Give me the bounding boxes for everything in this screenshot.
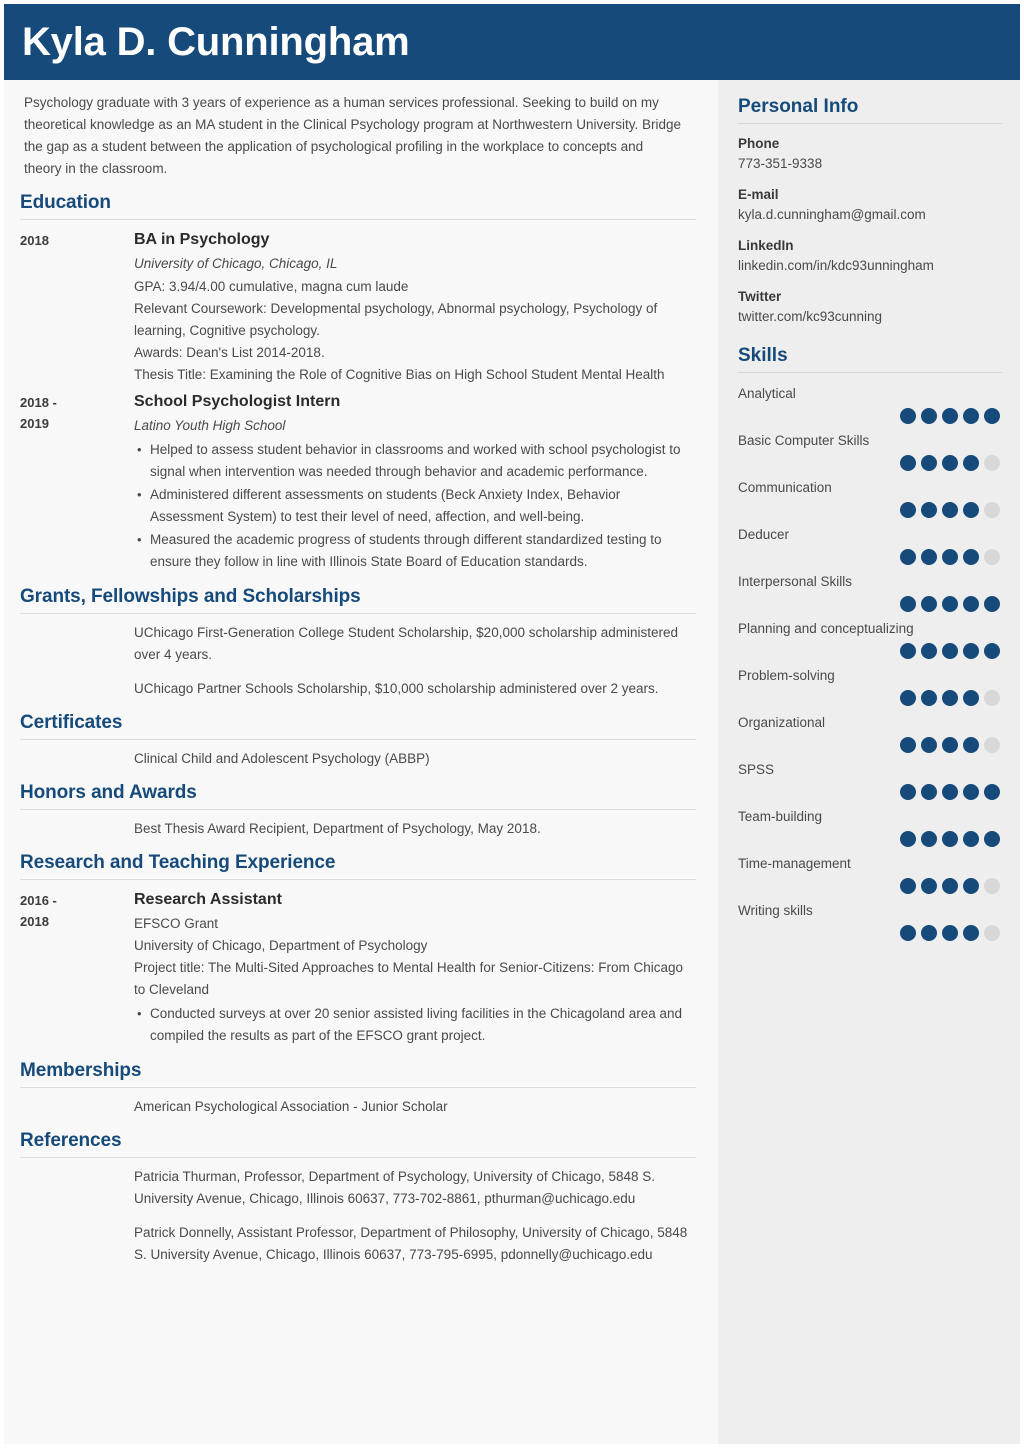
rating-dot-filled (921, 549, 937, 565)
entry-organization: Latino Youth High School (134, 418, 286, 433)
rating-dot-empty (984, 737, 1000, 753)
rating-dot-filled (963, 831, 979, 847)
candidate-name: Kyla D. Cunningham (22, 20, 410, 64)
entry-bullet: • Administered different assessments on students (Beck Anxiety Index, Behavior Assessment System) to test their level of need, affection, and well-being. (134, 484, 696, 528)
list-item: Patricia Thurman, Professor, Department of Psychology, University of Chicago, 5848 S. University Avenue, Chicago, Illinois 60637, 773-702-8861, pthurman@uchicago.edu (134, 1169, 655, 1206)
entry-bullet: • Helped to assess student behavior in classrooms and worked with school psychologist to signal when intervention was needed through behavior and academic performance. (134, 439, 696, 483)
section-divider (20, 1087, 696, 1088)
contact-value[interactable]: linkedin.com/in/kdc93unningham (738, 258, 934, 273)
list-item: Patrick Donnelly, Assistant Professor, Department of Philosophy, University of Chicago, 5848 S. University Avenue, Chicago, Illinois 60637, 773-795-6995, pdonnelly@uchicago.edu (134, 1225, 688, 1262)
entry-detail (134, 228, 696, 386)
skill-item (738, 665, 1002, 706)
list-item: Clinical Child and Adolescent Psychology (ABBP) (134, 751, 430, 766)
rating-dot-filled (900, 690, 916, 706)
entry-organization: University of Chicago, Chicago, IL (134, 256, 338, 271)
rating-dot-filled (900, 643, 916, 659)
rating-dot-filled (942, 737, 958, 753)
entry-line: Awards: Dean's List 2014-2018. (134, 345, 325, 360)
rating-dot-filled (921, 784, 937, 800)
list-item: Best Thesis Award Recipient, Department of Psychology, May 2018. (134, 821, 541, 836)
rating-dot-filled (963, 455, 979, 471)
rating-dot-filled (900, 502, 916, 518)
rating-dot-filled (984, 643, 1000, 659)
contact-label: Phone (738, 136, 780, 151)
entry-line: Relevant Coursework: Developmental psychology, Abnormal psychology, Psychology of learning, Cognitive psychology. (134, 301, 658, 338)
entry-bullet: • Conducted surveys at over 20 senior assisted living facilities in the Chicagoland area and compiled the results as part of the EFSCO grant project. (134, 1003, 696, 1047)
skill-rating-dots (738, 878, 1002, 894)
section-divider (20, 879, 696, 880)
skill-rating-dots (738, 549, 1002, 565)
skill-label: Analytical (738, 386, 796, 401)
section-divider (20, 219, 696, 220)
entry-line: University of Chicago, Department of Psychology (134, 938, 428, 953)
skill-item (738, 524, 1002, 565)
personal-info-fields (738, 134, 1002, 327)
rating-dot-filled (984, 596, 1000, 612)
contact-value[interactable]: kyla.d.cunningham@gmail.com (738, 207, 926, 222)
rating-dot-filled (921, 737, 937, 753)
rating-dot-filled (900, 925, 916, 941)
professional-summary: Psychology graduate with 3 years of experience as a human services professional. Seeking to build on my theoretical knowledge as an MA student in the Clinical Psychology program at Northwestern University. Bridge the gap as a student between the application of psychological profiling in the workplace to concepts and theory in the classroom. (24, 95, 682, 176)
entry-line: Project title: The Multi-Sited Approaches to Mental Health for Senior-Citizens: From Chicago to Cleveland (134, 960, 683, 997)
honors-items (134, 818, 696, 840)
rating-dot-filled (942, 596, 958, 612)
rating-dot-filled (900, 737, 916, 753)
skill-rating-dots (738, 502, 1002, 518)
skill-item (738, 806, 1002, 847)
sidebar-divider (738, 372, 1002, 373)
rating-dot-filled (900, 831, 916, 847)
rating-dot-filled (942, 643, 958, 659)
rating-dot-empty (984, 925, 1000, 941)
entry-title: BA in Psychology (134, 231, 270, 248)
references-items (134, 1166, 696, 1266)
list-item: UChicago First-Generation College Student Scholarship, $20,000 scholarship administered over 4 years. (134, 625, 679, 662)
rating-dot-filled (963, 737, 979, 753)
skill-rating-dots (738, 690, 1002, 706)
entry-year: 2016 - 2018 (20, 893, 57, 929)
list-item: UChicago Partner Schools Scholarship, $10,000 scholarship administered over 2 years. (134, 681, 659, 696)
contact-value[interactable]: twitter.com/kc93cunning (738, 309, 883, 324)
entry-title: School Psychologist Intern (134, 393, 341, 410)
skill-item (738, 571, 1002, 612)
rating-dot-filled (921, 643, 937, 659)
rating-dot-filled (921, 925, 937, 941)
skill-label: Time-management (738, 856, 851, 871)
entry-detail (134, 390, 696, 574)
skill-label: Planning and conceptualizing (738, 621, 914, 636)
skill-label: Deducer (738, 527, 790, 542)
skill-label: Organizational (738, 715, 826, 730)
rating-dot-empty (984, 878, 1000, 894)
certificates-items (134, 748, 696, 770)
rating-dot-filled (942, 878, 958, 894)
contact-label: Twitter (738, 289, 782, 304)
rating-dot-filled (963, 549, 979, 565)
skill-item (738, 759, 1002, 800)
skill-item (738, 618, 1002, 659)
skills-list (738, 383, 1002, 941)
entry-line: GPA: 3.94/4.00 cumulative, magna cum laude (134, 279, 409, 294)
rating-dot-empty (984, 549, 1000, 565)
entry-year: 2018 - 2019 (20, 395, 57, 431)
rating-dot-filled (942, 925, 958, 941)
rating-dot-filled (963, 596, 979, 612)
skill-label: SPSS (738, 762, 775, 777)
skill-item (738, 430, 1002, 471)
skill-label: Basic Computer Skills (738, 433, 870, 448)
section-title-certificates: Certificates (20, 712, 123, 733)
resume-body (4, 80, 1020, 1444)
skill-rating-dots (738, 596, 1002, 612)
entry-year: 2018 (20, 233, 49, 248)
rating-dot-filled (921, 408, 937, 424)
timeline-entry (20, 888, 696, 1048)
rating-dot-filled (942, 408, 958, 424)
rating-dot-filled (921, 596, 937, 612)
skill-label: Team-building (738, 809, 823, 824)
skill-item (738, 383, 1002, 424)
rating-dot-filled (963, 643, 979, 659)
rating-dot-empty (984, 455, 1000, 471)
rating-dot-filled (900, 596, 916, 612)
sidebar-title-skills: Skills (738, 345, 788, 366)
entry-title: Research Assistant (134, 891, 282, 908)
sidebar-column (718, 80, 1020, 1444)
rating-dot-filled (963, 784, 979, 800)
skill-item (738, 712, 1002, 753)
rating-dot-filled (921, 690, 937, 706)
rating-dot-filled (942, 549, 958, 565)
timeline-entry (20, 228, 696, 386)
rating-dot-filled (984, 408, 1000, 424)
skill-label: Writing skills (738, 903, 813, 918)
entry-line: EFSCO Grant (134, 916, 219, 931)
rating-dot-filled (942, 690, 958, 706)
rating-dot-filled (900, 549, 916, 565)
rating-dot-filled (900, 408, 916, 424)
rating-dot-filled (963, 690, 979, 706)
resume-header (4, 4, 1020, 80)
section-title-memberships: Memberships (20, 1060, 142, 1081)
research-entries (20, 888, 696, 1048)
skill-item (738, 853, 1002, 894)
section-divider (20, 613, 696, 614)
entry-bullet-list (134, 439, 696, 573)
skill-item (738, 900, 1002, 941)
timeline-entry (20, 390, 696, 574)
contact-label: LinkedIn (738, 238, 794, 253)
skill-item (738, 477, 1002, 518)
contact-value[interactable]: 773-351-9338 (738, 156, 823, 171)
sidebar-title-personal-info: Personal Info (738, 96, 859, 117)
list-item: American Psychological Association - Junior Scholar (134, 1099, 448, 1114)
main-column (4, 80, 718, 1444)
skill-label: Interpersonal Skills (738, 574, 853, 589)
contact-label: E-mail (738, 187, 779, 202)
skill-rating-dots (738, 455, 1002, 471)
skill-rating-dots (738, 737, 1002, 753)
entry-detail (134, 888, 696, 1048)
rating-dot-empty (984, 502, 1000, 518)
grants-items (134, 622, 696, 700)
section-title-references: References (20, 1130, 122, 1151)
rating-dot-filled (963, 502, 979, 518)
rating-dot-filled (921, 831, 937, 847)
skill-label: Problem-solving (738, 668, 835, 683)
entry-bullet-list (134, 1003, 696, 1047)
rating-dot-filled (900, 878, 916, 894)
resume-sheet (4, 4, 1020, 1444)
section-divider (20, 739, 696, 740)
sidebar-divider (738, 123, 1002, 124)
rating-dot-filled (942, 831, 958, 847)
rating-dot-filled (963, 408, 979, 424)
rating-dot-filled (963, 878, 979, 894)
rating-dot-filled (921, 502, 937, 518)
rating-dot-filled (942, 455, 958, 471)
section-title-research: Research and Teaching Experience (20, 852, 336, 873)
rating-dot-filled (921, 878, 937, 894)
entry-line: Thesis Title: Examining the Role of Cognitive Bias on High School Student Mental Health (134, 367, 665, 382)
section-divider (20, 1157, 696, 1158)
rating-dot-filled (900, 784, 916, 800)
rating-dot-filled (942, 784, 958, 800)
rating-dot-filled (963, 925, 979, 941)
skill-rating-dots (738, 784, 1002, 800)
rating-dot-filled (900, 455, 916, 471)
education-entries (20, 228, 696, 574)
rating-dot-filled (942, 502, 958, 518)
skill-rating-dots (738, 408, 1002, 424)
skill-rating-dots (738, 925, 1002, 941)
section-title-education: Education (20, 192, 111, 213)
section-title-grants: Grants, Fellowships and Scholarships (20, 586, 361, 607)
skill-label: Communication (738, 480, 832, 495)
section-title-honors: Honors and Awards (20, 782, 197, 803)
rating-dot-filled (984, 831, 1000, 847)
entry-bullet: • Measured the academic progress of students through different standardized testing to ensure they follow in line with Illinois State Board of Education standards. (134, 529, 696, 573)
skill-rating-dots (738, 643, 1002, 659)
rating-dot-filled (984, 784, 1000, 800)
skill-rating-dots (738, 831, 1002, 847)
section-divider (20, 809, 696, 810)
memberships-items (134, 1096, 696, 1118)
rating-dot-filled (921, 455, 937, 471)
rating-dot-empty (984, 690, 1000, 706)
